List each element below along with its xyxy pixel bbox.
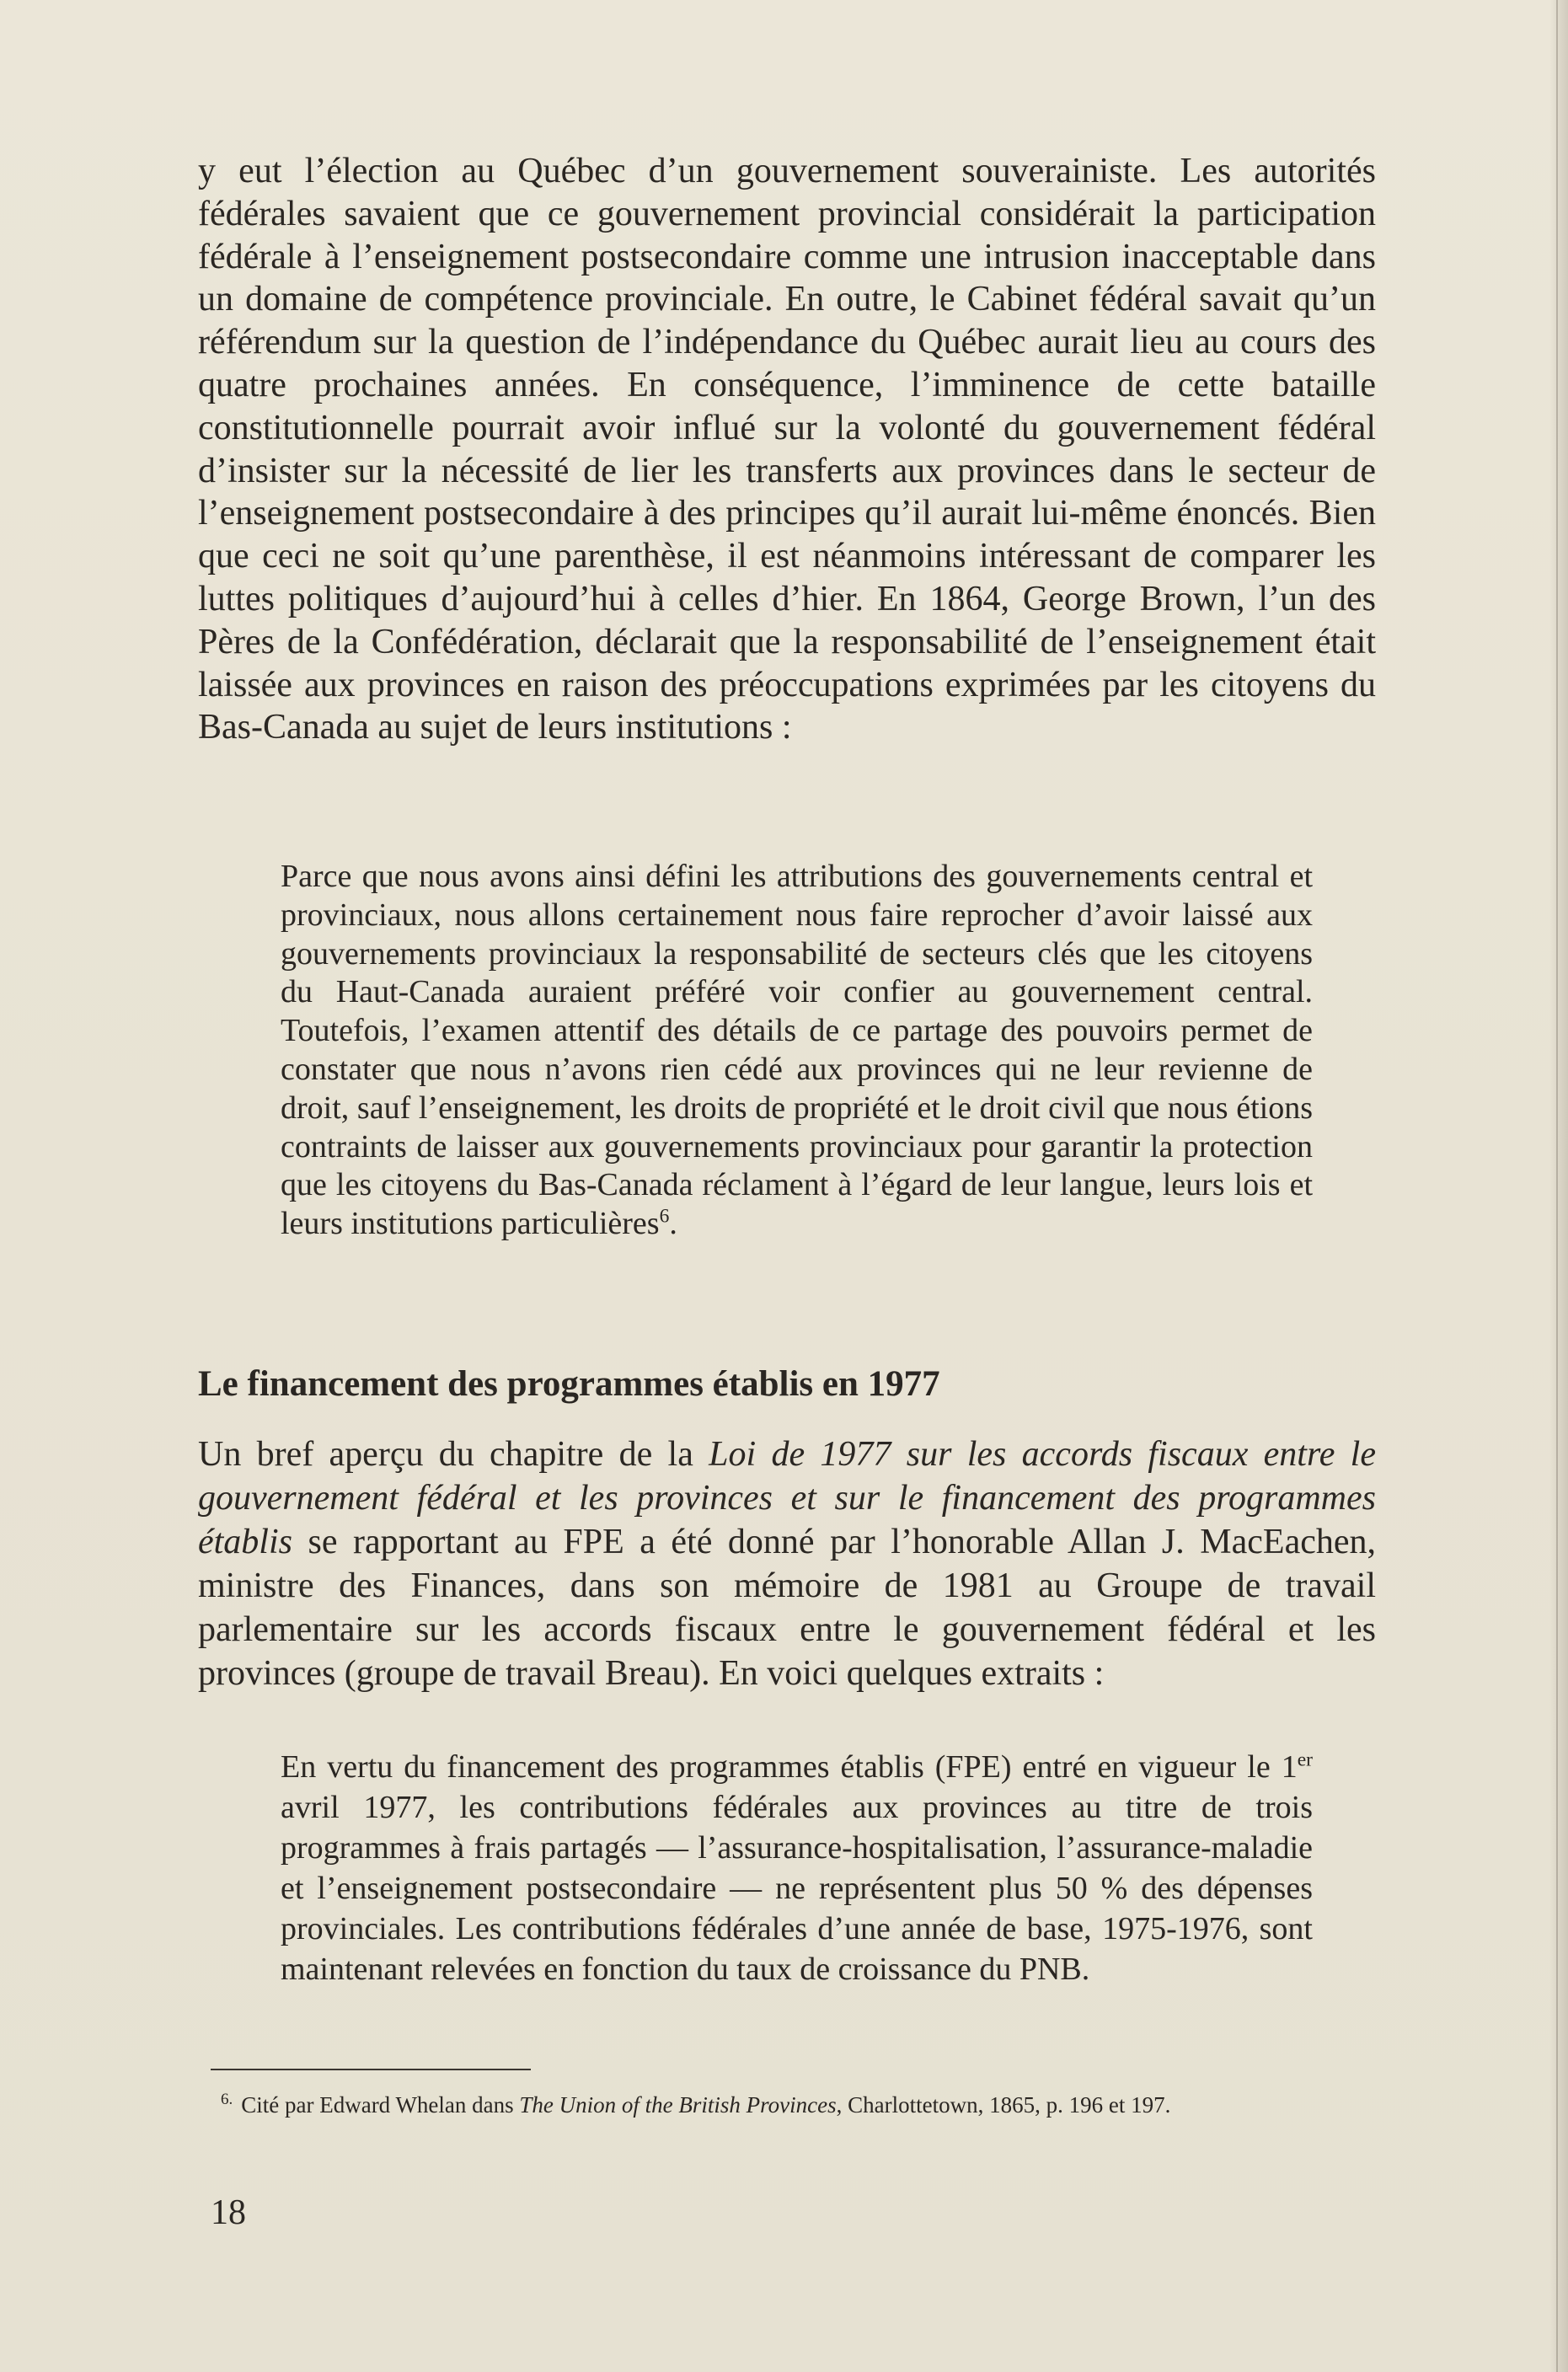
- quote2-part2: avril 1977, les contributions fédérales aux provinces au titre de trois programmes à frais partagés — l’assurance-hospitalisation, l’assurance-maladie et l’enseignement postsecondaire — ne représentent plus 50 % des dépenses provinciales. Les contributions fédérales d’une année de base, 1975-1976, sont maintenant relevées en fonction du taux de croissance du PNB.: [281, 1790, 1313, 1987]
- body-text-block: [198, 150, 1376, 749]
- footnote-suffix: , Charlottetown, 1865, p. 196 et 197.: [836, 2092, 1171, 2118]
- section-heading: Le financement des programmes établis en 1977: [198, 1364, 940, 1404]
- paragraph-fpe-part1: Un bref aperçu du chapitre de la: [198, 1435, 709, 1474]
- block-quote-george-brown: [281, 858, 1313, 1244]
- quote2-text: [281, 1747, 1313, 1989]
- footnote-prefix: Cité par Edward Whelan dans: [241, 2092, 520, 2118]
- page-number: 18: [211, 2193, 246, 2232]
- page-edge-line: [1556, 0, 1558, 2372]
- page-edge-shadow: [1549, 0, 1568, 2372]
- footnote-reference: 6: [659, 1205, 670, 1228]
- quote-end-punctuation: .: [669, 1206, 677, 1242]
- footnote-divider: [211, 2069, 531, 2070]
- law-title: Loi de 1977 sur les accords fiscaux entre le gouvernement fédéral et les provinces et sur le financement des programmes établis: [198, 1435, 1376, 1561]
- quote2-part1: En vertu du financement des programmes établis (FPE) entré en vigueur le 1: [281, 1749, 1298, 1785]
- quote-body: Parce que nous avons ainsi défini les attributions des gouvernements central et provinciaux, nous allons certainement nous faire reprocher d’avoir laissé aux gouvernements provinciaux la responsabilité de secteurs clés que les citoyens du Haut-Canada auraient préféré voir confier au gouvernement central. Toutefois, l’examen attentif des détails de ce partage des pouvoirs permet de constater que nous n’avons rien cédé aux provinces qui ne leur revienne de droit, sauf l’enseignement, les droits de propriété et le droit civil que nous étions contraints de laisser aux gouvernements provinciaux pour garantir la protection que les citoyens du Bas-Canada réclament à l’égard de leur langue, leurs lois et leurs institutions particulières: [281, 859, 1313, 1242]
- body-text-block-2: [198, 1432, 1376, 1695]
- footnote: [221, 2090, 1333, 2120]
- quote-text: [281, 858, 1313, 1244]
- ordinal-superscript: er: [1297, 1748, 1313, 1771]
- paragraph-fpe-part2: se rapportant au FPE a été donné par l’honorable Allan J. MacEachen, ministre des Finances, dans son mémoire de 1981 au Groupe de travail parlementaire sur les accords fiscaux entre le gouvernement fédéral et les provinces (groupe de travail Breau). En voici quelques extraits :: [198, 1523, 1376, 1693]
- footnote-book-title: The Union of the British Provinces: [519, 2092, 837, 2118]
- paragraph-election-quebec: y eut l’élection au Québec d’un gouvernement souverainiste. Les autorités fédérales savaient que ce gouvernement provincial considérait la participation fédérale à l’enseignement postsecondaire comme une intrusion inacceptable dans un domaine de compétence provinciale. En outre, le Cabinet fédéral savait qu’un référendum sur la question de l’indépendance du Québec aurait lieu au cours des quatre prochaines années. En conséquence, l’imminence de cette bataille constitutionnelle pourrait avoir influé sur la volonté du gouvernement fédéral d’insister sur la nécessité de lier les transferts aux provinces dans le secteur de l’enseignement postsecondaire à des principes qu’il aurait lui-même énoncés. Bien que ceci ne soit qu’une parenthèse, il est néanmoins intéressant de comparer les luttes politiques d’aujourd’hui à celles d’hier. En 1864, George Brown, l’un des Pères de la Confédération, déclarait que la responsabilité de l’enseignement était laissée aux provinces en raison des préoccupations exprimées par les citoyens du Bas-Canada au sujet de leurs institutions :: [198, 152, 1376, 747]
- footnote-number: 6.: [221, 2091, 233, 2108]
- block-quote-maceachen: [281, 1747, 1313, 1989]
- paragraph-fpe-overview: [198, 1432, 1376, 1695]
